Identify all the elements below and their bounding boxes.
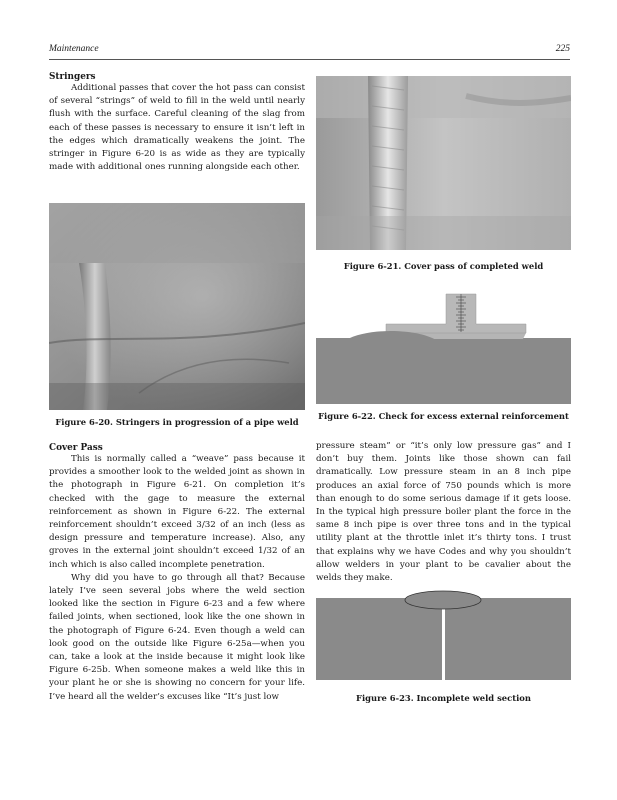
- cover-pass-paragraph-2: Why did you have to go through all that? Because lately I’ve seen several jobs where the weld section looked like the section in Figure 6-23 and a few where failed joints, when sectioned, look like the one shown in the photograph of Figure 6-24. Even though a weld can look good on the outside like Figure 6-25a—when you can, take a look at the inside because it might look like Figure 6-25b. When someone makes a weld like this in your plant he or she is showing no concern for your life. I’ve heard all the welder’s excuses like “It’s just low: [49, 572, 305, 702]
- figure-6-21-photo: [316, 76, 571, 250]
- left-plate: [316, 598, 442, 680]
- figure-6-20-caption: Figure 6-20. Stringers in progression of a pipe weld: [55, 417, 299, 427]
- stringers-weld-image: [49, 203, 305, 410]
- section-title: Maintenance: [49, 44, 99, 54]
- figure-6-22-caption: Figure 6-22. Check for excess external reinforcement: [318, 411, 569, 421]
- figure-6-22-diagram: [316, 288, 571, 404]
- stringers-section: [49, 72, 305, 174]
- cover-pass-weld-image: [316, 76, 571, 250]
- figure-6-23-caption: Figure 6-23. Incomplete weld section: [356, 693, 531, 703]
- weld-cap: [405, 591, 481, 609]
- right-plate: [445, 598, 571, 680]
- figure-6-23-diagram: [316, 590, 571, 680]
- running-header: [49, 44, 570, 54]
- reinforcement-gage-diagram: [316, 288, 571, 404]
- stringers-heading: Stringers: [49, 72, 96, 82]
- cover-pass-heading: Cover Pass: [49, 443, 103, 453]
- cover-pass-section: [49, 443, 305, 704]
- incomplete-weld-diagram: [316, 590, 571, 680]
- unfused-gap: [442, 598, 445, 680]
- figure-6-20-photo: [49, 203, 305, 410]
- continuation-section: [316, 440, 571, 585]
- page-number: 225: [555, 44, 570, 54]
- header-rule: [49, 59, 570, 60]
- stringers-paragraph: Additional passes that cover the hot pass can consist of several “strings” of weld to fill in the weld until nearly flush with the surface. Careful cleaning of the slag from each of these passes is necessary to ensure it isn’t left in the edges which dramatically weakens the joint. The stringer in Figure 6-20 is as wide as they are typically made with additional ones running alongside each other.: [49, 83, 305, 173]
- pipe-section: [316, 338, 571, 404]
- continuation-paragraph: pressure steam” or “it’s only low pressure gas” and I don’t buy them. Joints like those shown can fail dramatically. Low pressure steam in an 8 inch pipe produces an axial force of 750 pounds which is more than enough to do some serious damage if it gets loose. In the typical high pressure boiler plant the force in the same 8 inch pipe is over three tons and in the typical utility plant at the throttle inlet it’s thirty tons. I trust that explains why we have Codes and why you shouldn’t allow welders in your plant to be cavalier about the welds they make.: [316, 441, 571, 584]
- figure-6-21-caption: Figure 6-21. Cover pass of completed weld: [343, 261, 544, 271]
- cover-pass-paragraph-1: This is normally called a “weave” pass because it provides a smoother look to the welded joint as shown in the photograph in Figure 6-21. On completion it’s checked with the gage to measure the external reinforcement as shown in Figure 6-22. The external reinforcement shouldn’t exceed 3/32 of an inch (less as design pressure and temperature increase). Also, any groves in the external joint shouldn’t exceed 1/32 of an inch which is also called incomplete penetration.: [49, 454, 305, 570]
